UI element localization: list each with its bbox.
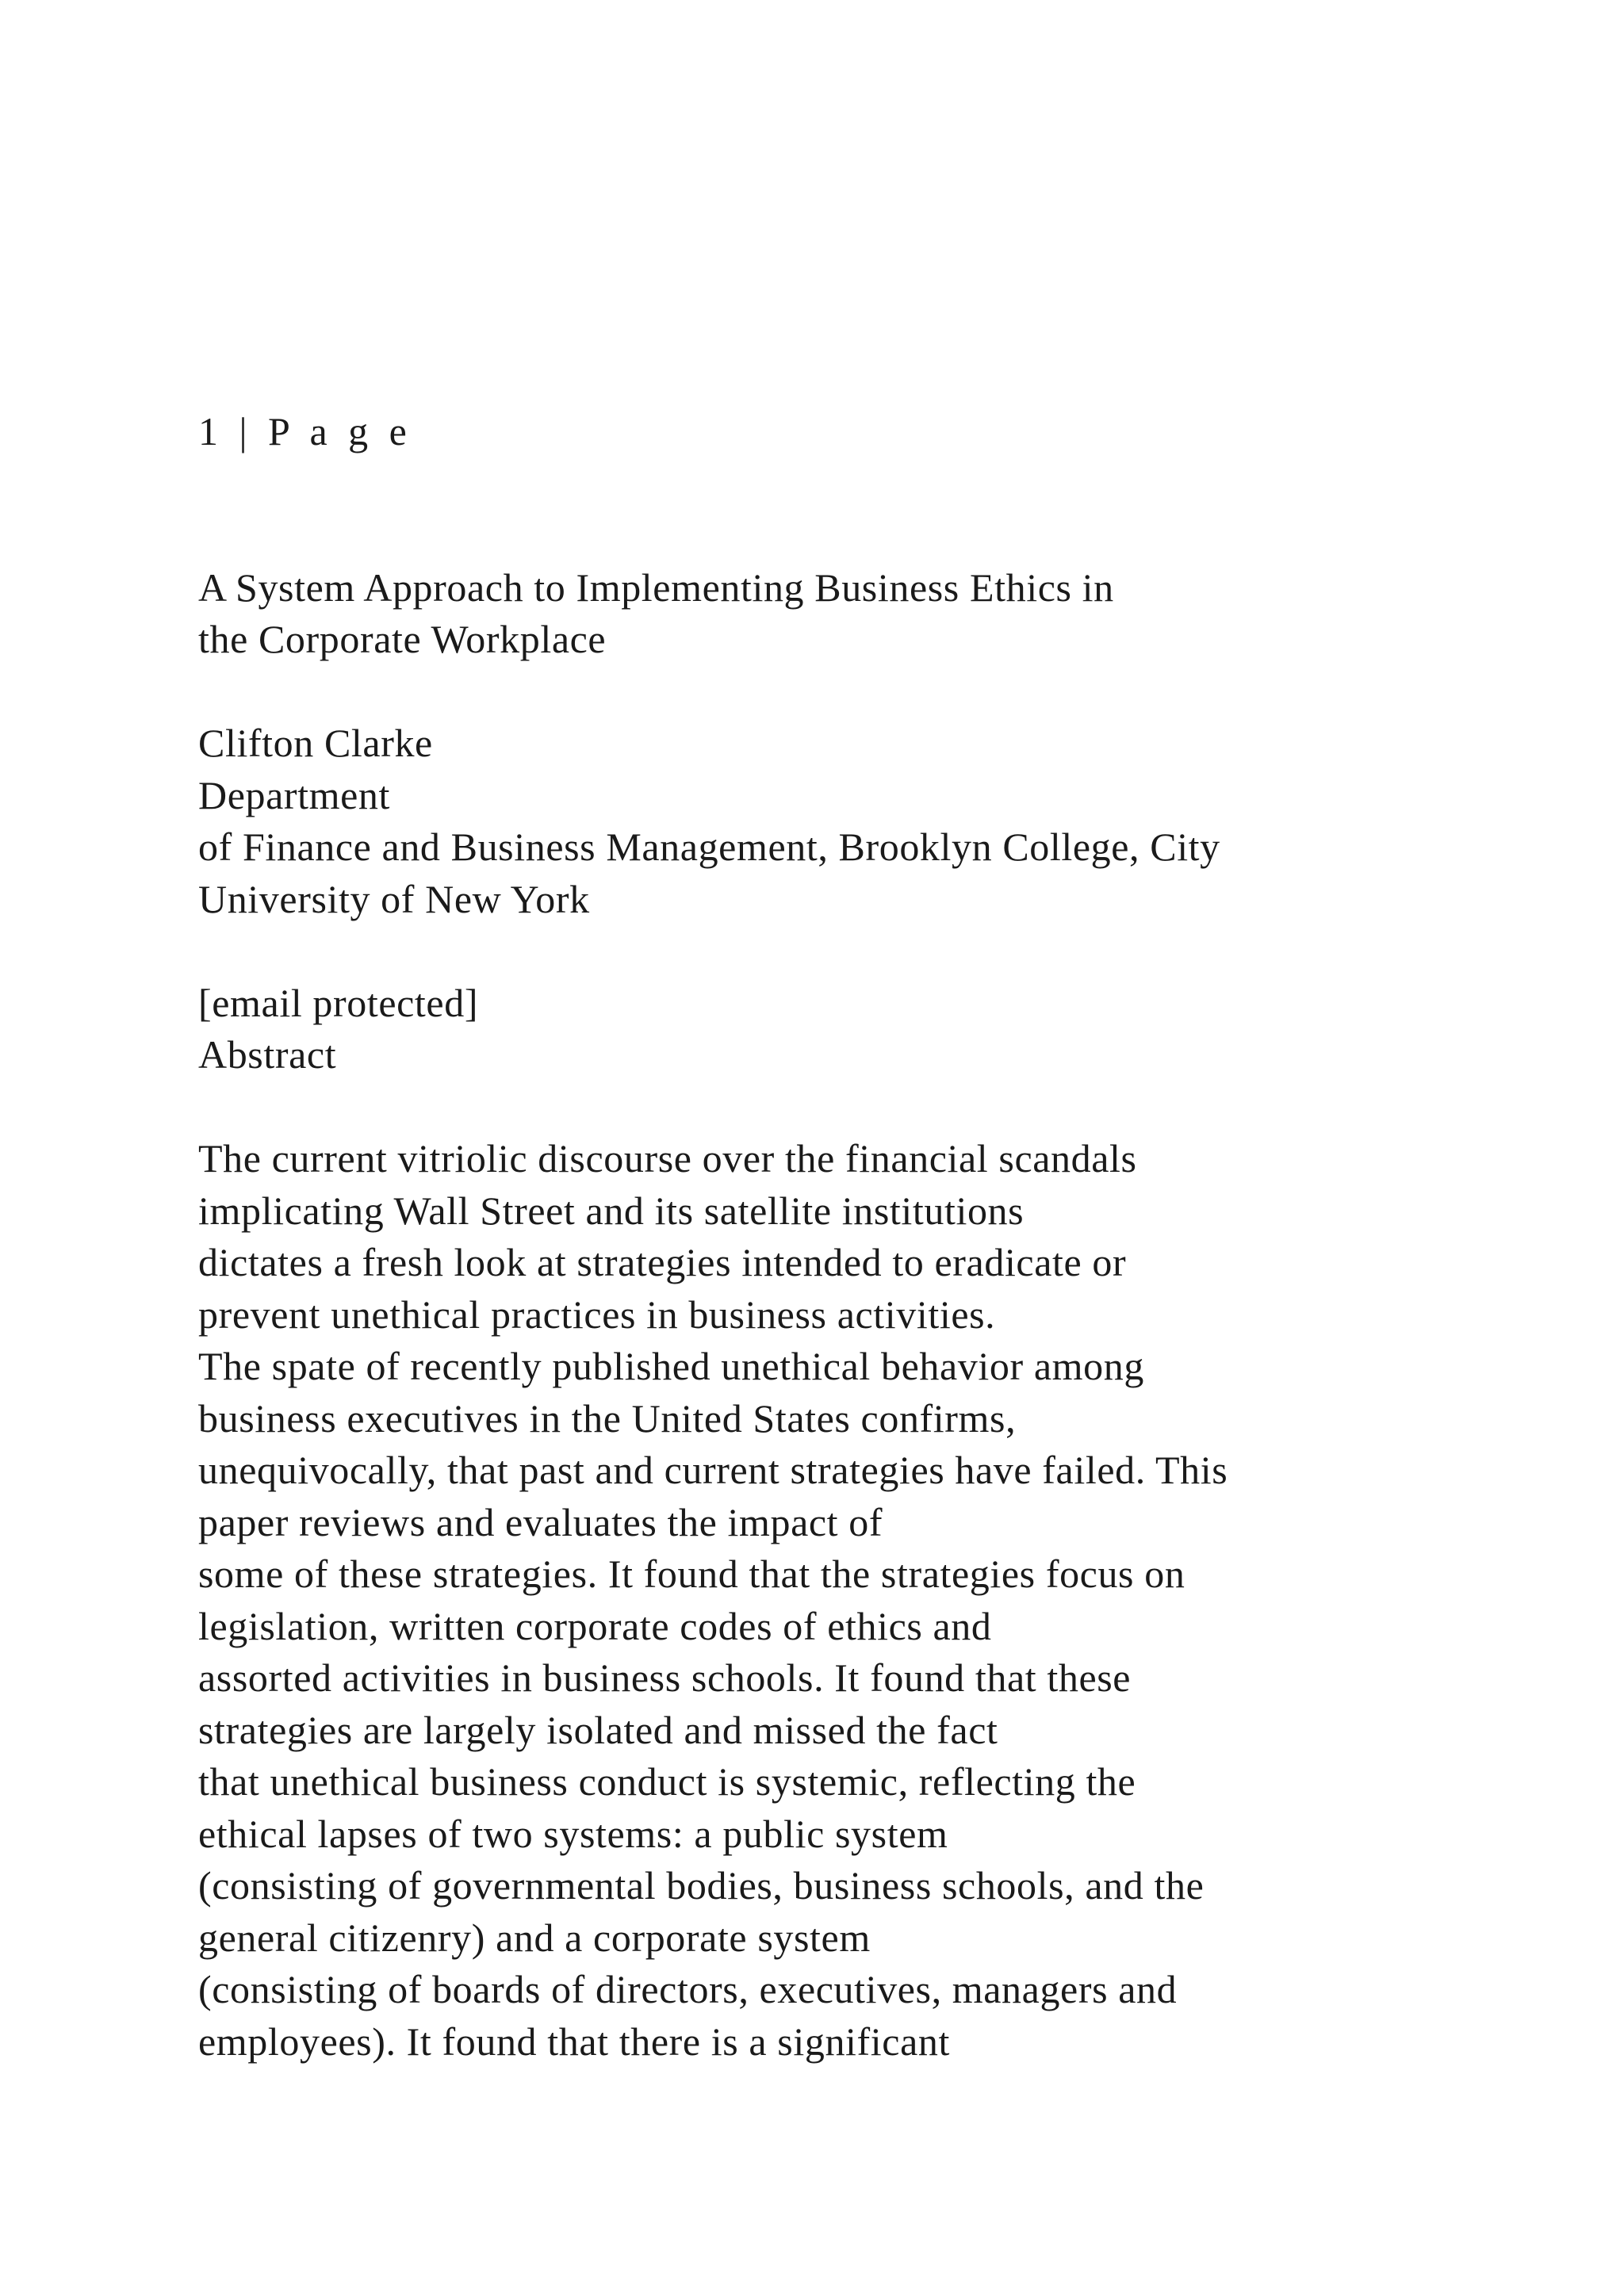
abstract-line: unequivocally, that past and current strategies have failed. This <box>198 1448 1228 1492</box>
page-number: 1 | P a g e <box>198 409 412 453</box>
abstract-line: business executives in the United States confirms, <box>198 1395 1017 1441</box>
abstract-line: ethical lapses of two systems: a public system <box>198 1811 948 1856</box>
abstract-line: dictates a fresh look at strategies intended to eradicate or <box>198 1240 1127 1284</box>
spacer <box>198 1081 1530 1134</box>
title-line: A System Approach to Implementing Business Ethics in <box>198 564 1114 610</box>
abstract-line: The spate of recently published unethical behavior among <box>198 1344 1144 1388</box>
abstract-line: assorted activities in business schools. It found that these <box>198 1655 1132 1700</box>
abstract-line: general citizenry) and a corporate system <box>198 1915 871 1960</box>
abstract-line: prevent unethical practices in business activities. <box>198 1292 996 1337</box>
spacer <box>198 666 1530 718</box>
abstract-heading: Abstract <box>198 1032 337 1077</box>
abstract-line: that unethical business conduct is systemic, reflecting the <box>198 1759 1136 1804</box>
paper-title <box>198 562 1530 666</box>
abstract-line: (consisting of boards of directors, executives, managers and <box>198 1967 1178 2011</box>
abstract-line: employees). It found that there is a significant <box>198 2019 950 2064</box>
author-affiliation-line: University of New York <box>198 876 590 921</box>
abstract-line: (consisting of governmental bodies, business schools, and the <box>198 1863 1205 1908</box>
title-line: the Corporate Workplace <box>198 617 607 661</box>
spacer <box>198 925 1530 978</box>
page-content <box>198 406 1530 2068</box>
author-block <box>198 718 1530 925</box>
author-affiliation-line: of Finance and Business Management, Brooklyn College, City <box>198 825 1220 869</box>
author-affiliation-line: Department <box>198 772 391 817</box>
abstract-line: paper reviews and evaluates the impact of <box>198 1499 883 1544</box>
author-email: [email protected] <box>198 980 479 1025</box>
abstract-line: some of these strategies. It found that the strategies focus on <box>198 1552 1185 1596</box>
abstract-body <box>198 1133 1530 2068</box>
abstract-line: implicating Wall Street and its satellite institutions <box>198 1188 1025 1233</box>
spacer <box>198 458 1530 562</box>
abstract-line: strategies are largely isolated and missed the fact <box>198 1707 998 1752</box>
abstract-line: The current vitriolic discourse over the financial scandals <box>198 1136 1137 1181</box>
author-name: Clifton Clarke <box>198 721 433 765</box>
abstract-line: legislation, written corporate codes of ethics and <box>198 1603 992 1648</box>
